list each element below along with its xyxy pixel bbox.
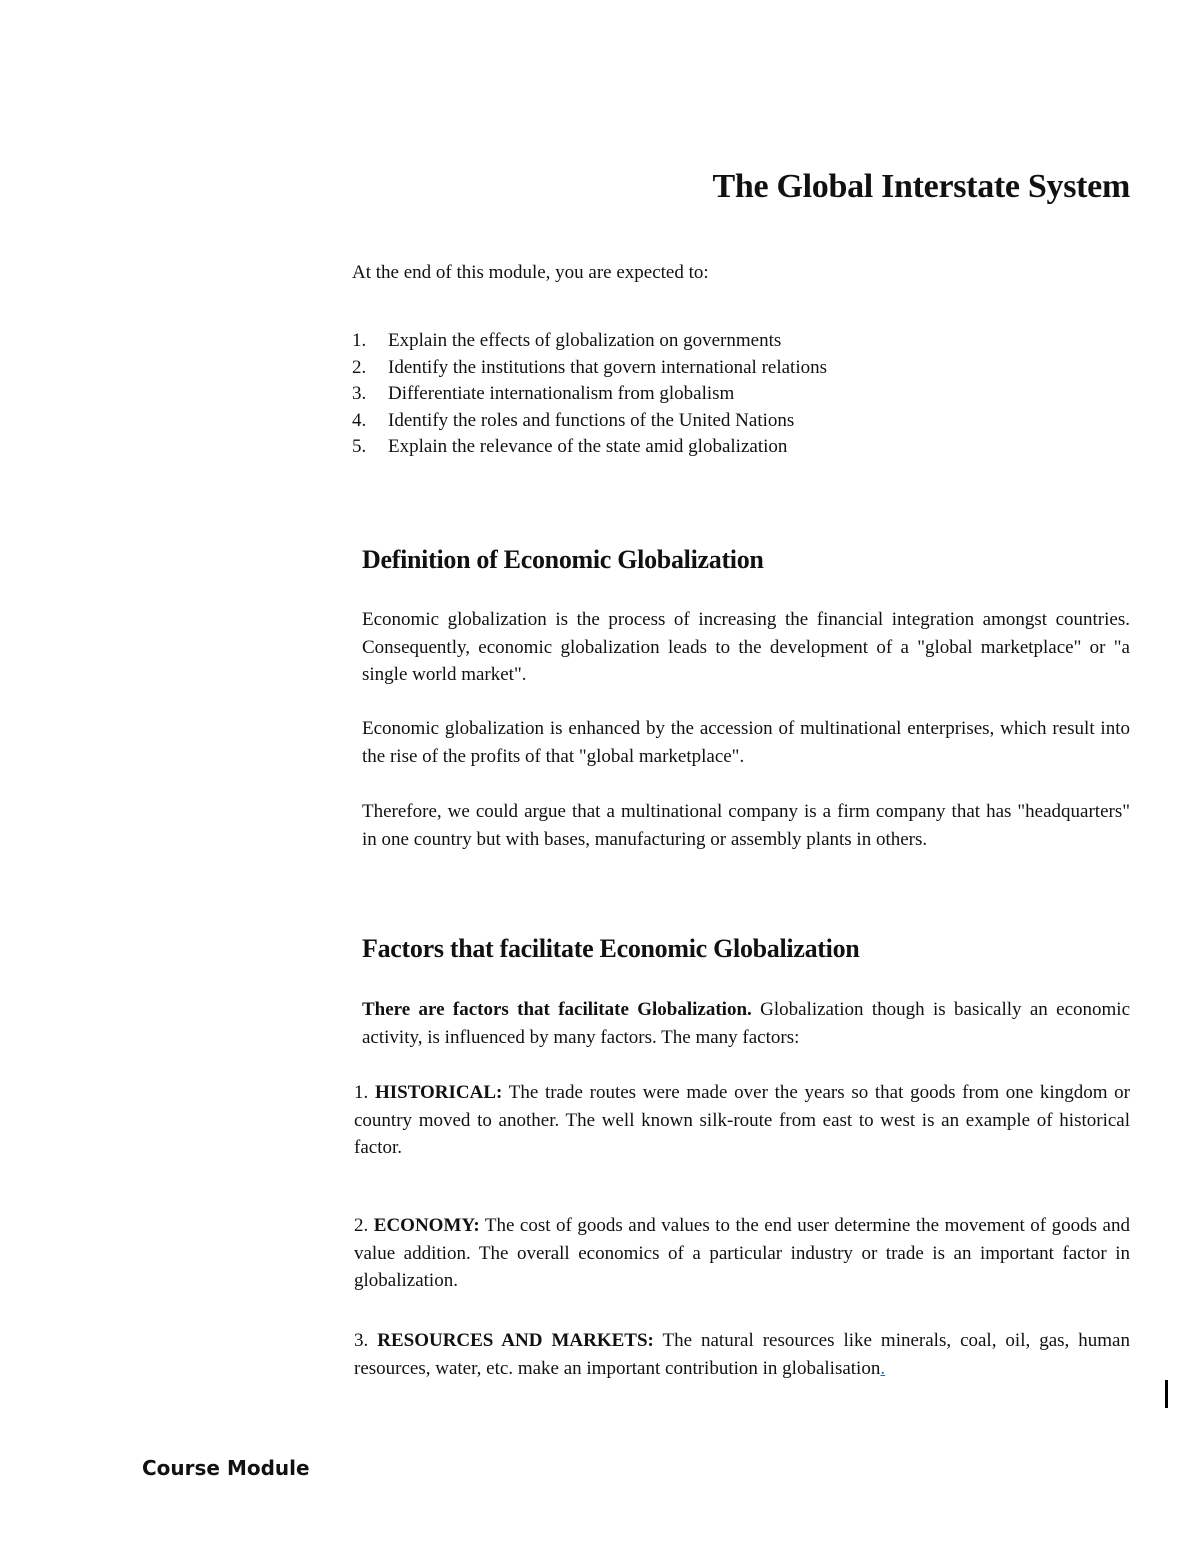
list-item-text: Identify the institutions that govern international relations [388,356,828,378]
factor-label: ECONOMY: [373,1215,480,1236]
list-number: 1. [352,330,367,351]
definition-paragraph: Economic globalization is the process of increasing the financial integration amongst countries. Consequently, economic globalization leads to the development of a "global marketplace" or "a single world market". [362,609,1130,685]
definition-heading: Definition of Economic Globalization [362,545,764,574]
list-number: 2. [352,356,367,378]
list-item-text: Identify the roles and functions of the United Nations [388,409,795,431]
factors-heading: Factors that facilitate Economic Globalization [362,934,860,963]
factor-item [354,1327,1130,1382]
list-item-text: Explain the relevance of the state amid globalization [388,436,788,457]
definition-paragraph: Therefore, we could argue that a multinational company is a firm company that has "headquarters" in one country but with bases, manufacturing or assembly plants in others. [362,801,1130,850]
factor-item [354,1212,1130,1295]
factor-label: RESOURCES AND MARKETS: [377,1330,654,1351]
objectives-list [352,328,827,461]
list-item [352,381,827,408]
definition-paragraph: Economic globalization is enhanced by the accession of multinational enterprises, which result into the rise of the profits of that "global marketplace". [362,718,1130,767]
list-item [352,328,827,355]
footer-course-module: Course Module [142,1456,310,1480]
list-item [352,434,827,461]
list-item-text: Differentiate internationalism from globalism [388,383,735,404]
factor-number: 2. [354,1215,369,1236]
page-title: The Global Interstate System [712,168,1130,205]
factor-text: The trade routes were made over the years so that goods from one kingdom or country moved to another. The well known silk-route from east to west is an example of historical factor. [354,1082,1131,1158]
factor-number: 3. [354,1330,369,1351]
list-number: 5. [352,436,367,457]
factor-label: HISTORICAL: [374,1082,503,1103]
factor-text: The natural resources like minerals, coal, oil, gas, human resources, water, etc. make an important contribution in globalisation [354,1330,1130,1379]
list-item [352,355,827,382]
factors-intro-bold: There are factors that facilitate Globalization. [362,999,752,1020]
text-cursor [1165,1380,1168,1408]
list-item-text: Explain the effects of globalization on governments [388,330,782,351]
factors-intro-text: Globalization though is basically an economic activity, is influenced by many factors. The many factors: [362,999,1131,1048]
factor-item [354,1079,1130,1162]
list-number: 3. [352,383,367,404]
list-item [352,408,827,435]
tracked-change-mark: . [880,1357,886,1379]
factors-intro-paragraph [362,996,1130,1051]
factor-number: 1. [354,1082,369,1103]
objectives-intro: At the end of this module, you are expected to: [352,262,709,283]
list-number: 4. [352,409,367,431]
factor-text: The cost of goods and values to the end user determine the movement of goods and value addition. The overall economics of a particular industry or trade is an important factor in globalization. [354,1215,1130,1291]
